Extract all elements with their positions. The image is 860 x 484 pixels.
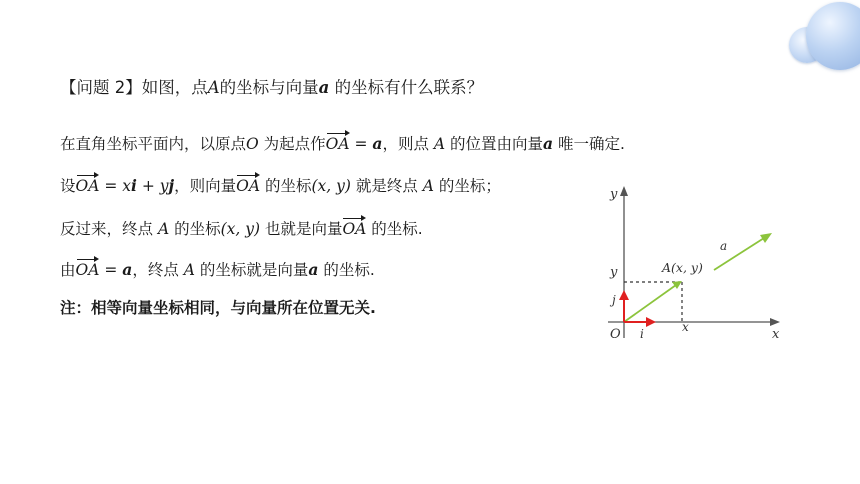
coordinate-diagram [596,178,796,348]
unit-j-label: j [612,293,616,307]
y-axis-label: y [610,187,618,202]
explanation-line-3: 反过来，终点 A 的坐标(x, y) 也就是向量 OA 的坐标. [60,217,423,239]
y-axis-arrow [620,186,628,196]
x-axis-arrow [770,318,780,326]
vector-oa-line [624,285,676,322]
y-coordinate-label: y [610,265,618,280]
explanation-line-1: 在直角坐标平面内，以原点O 为起点作 OA = a，则点 A 的位置由向量a 唯一确定. [60,132,625,154]
unit-vector-i-arrowhead [646,317,656,327]
unit-vector-j-arrowhead [619,290,629,300]
explanation-line-2: 设 OA = xi + yj，则向量 OA 的坐标(x, y) 就是终点 A 的坐标； [60,174,501,196]
note-text: 注：相等向量坐标相同，与向量所在位置无关. [60,299,376,317]
vector-a-arrowhead [760,233,772,243]
explanation-line-4: 由 OA = a，终点 A 的坐标就是向量a 的坐标. [60,258,375,280]
point-a-label: A(x, y) [662,260,703,275]
origin-label: O [610,327,621,342]
x-axis-label: x [772,327,780,342]
vector-a-label: a [720,239,728,253]
x-coordinate-label: x [682,320,689,334]
unit-i-label: i [640,327,644,341]
question-heading: 【问题 2】如图，点A的坐标与向量a 的坐标有什么联系？ [60,78,484,97]
